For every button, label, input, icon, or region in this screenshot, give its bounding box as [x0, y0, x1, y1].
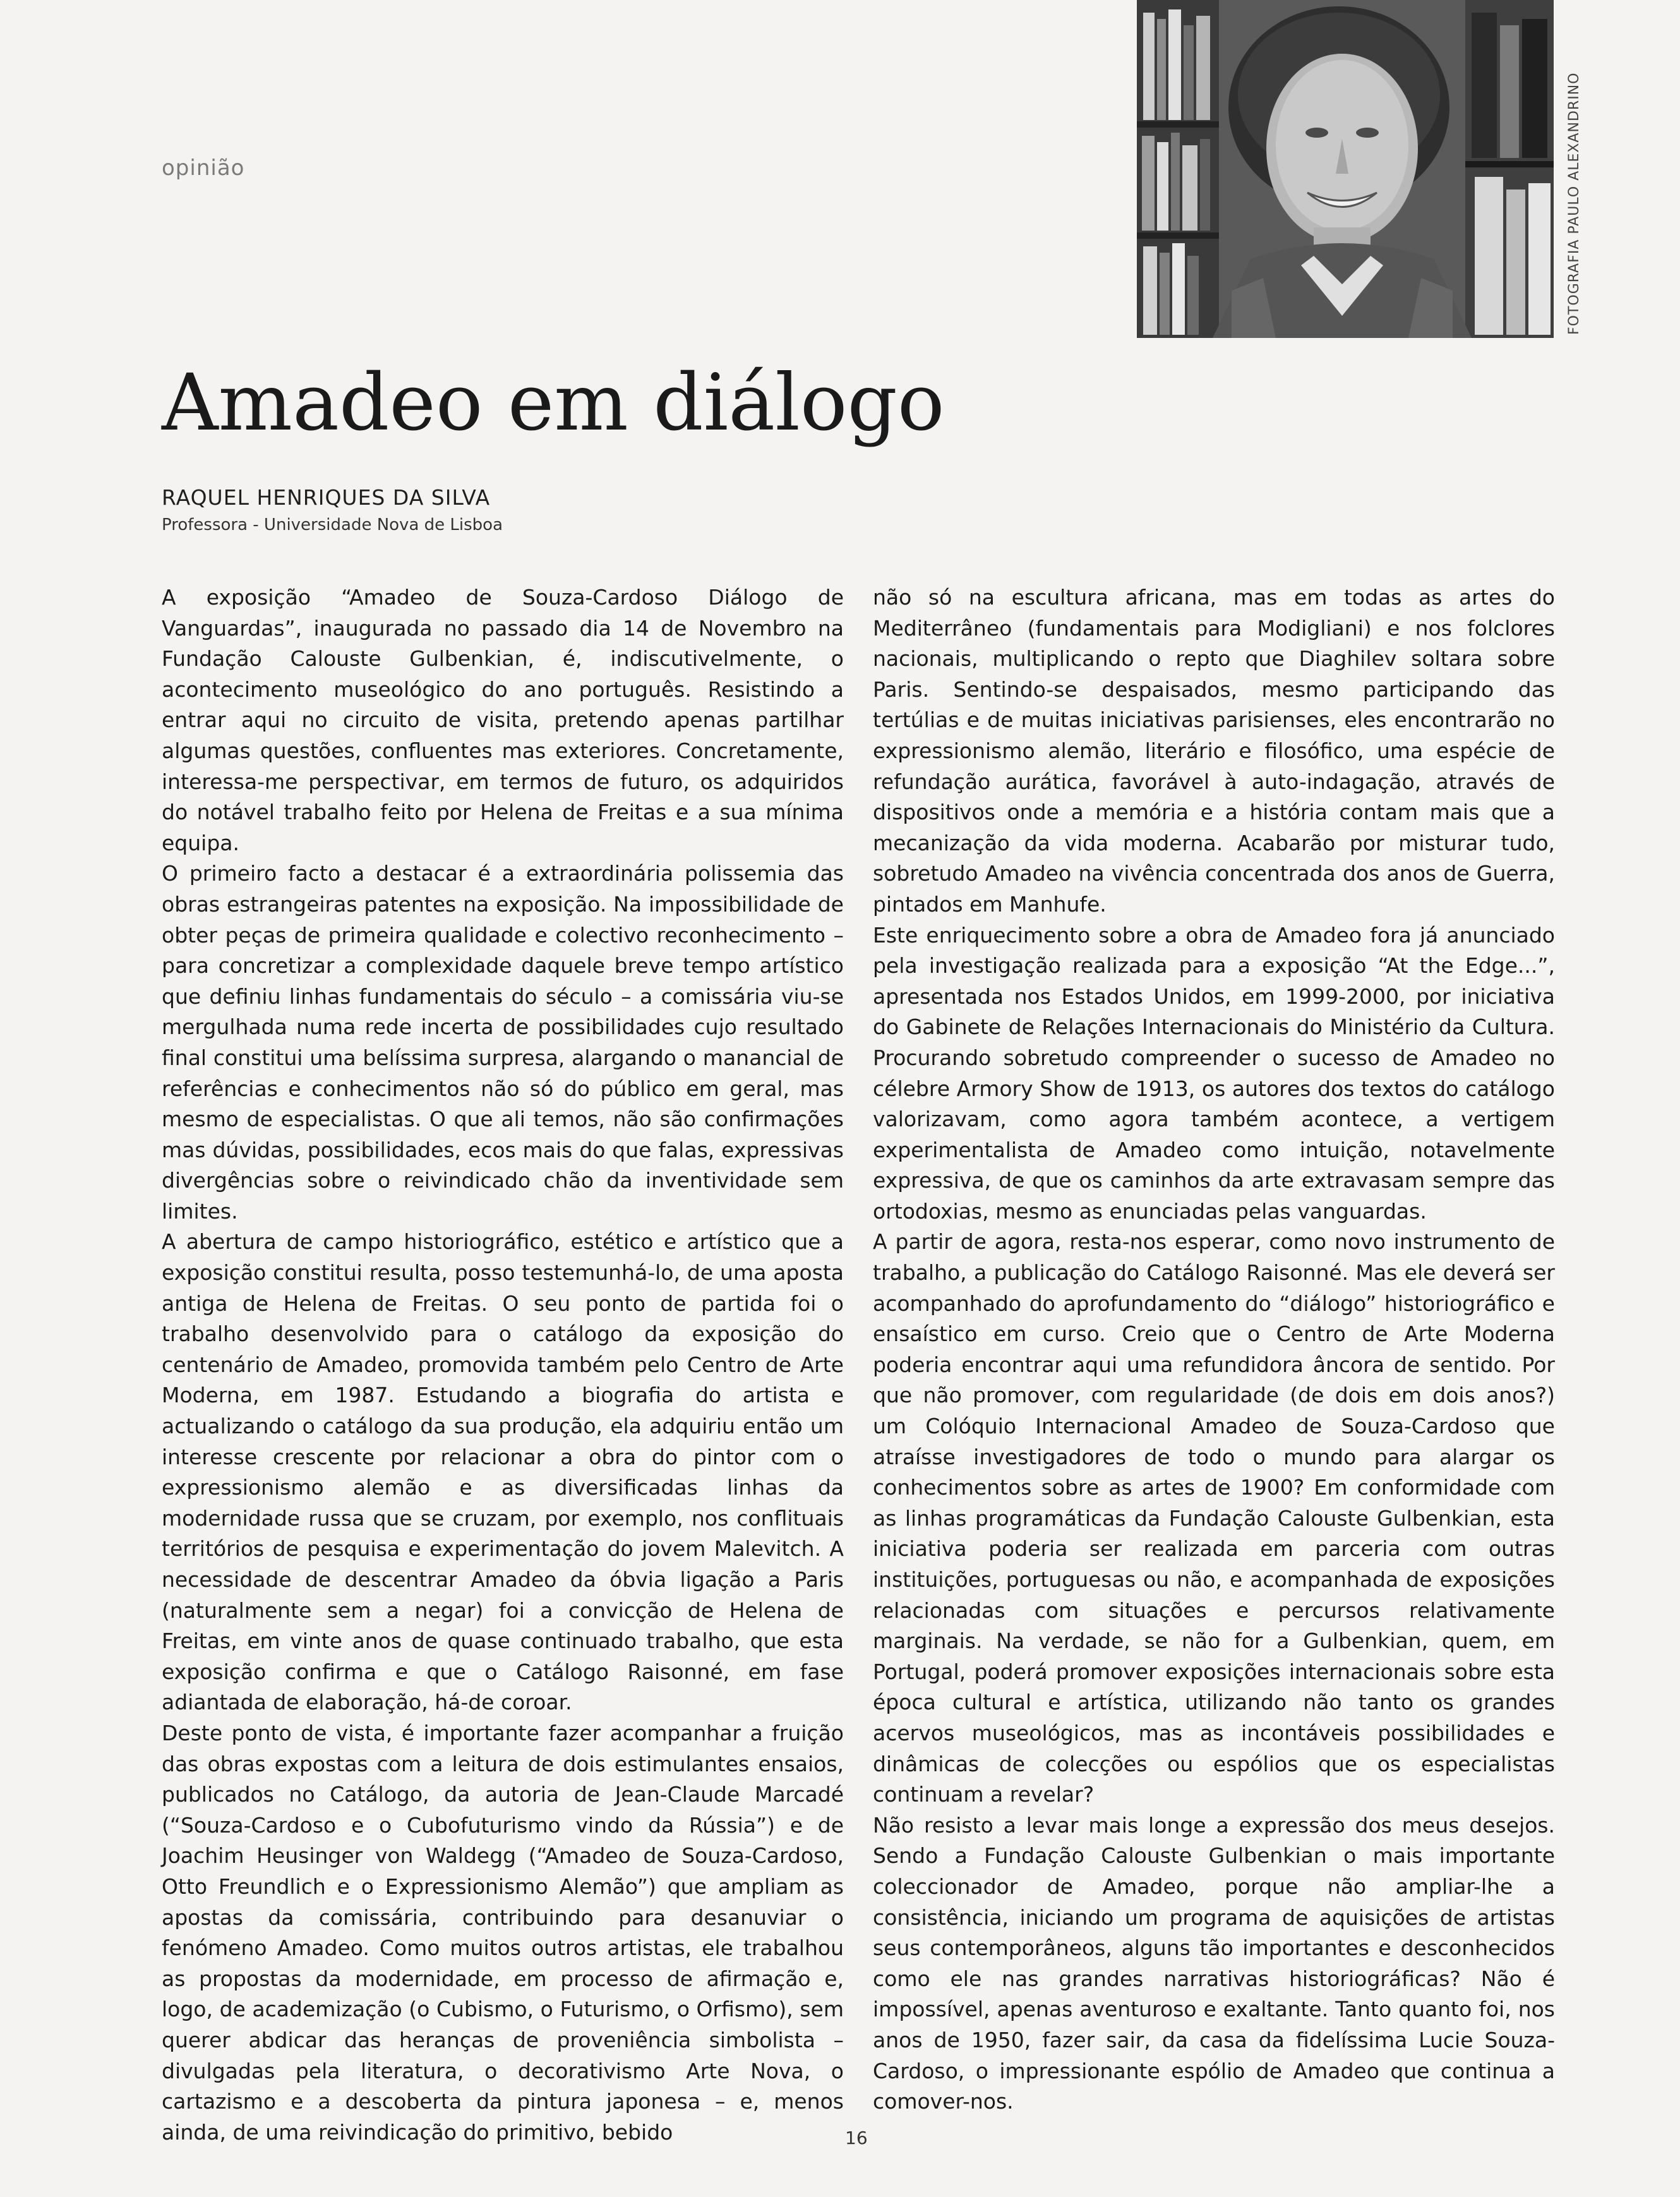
page-number: 16 [845, 2128, 868, 2148]
article-title: Amadeo em diálogo [162, 358, 945, 448]
paragraph: Deste ponto de vista, é importante fazer acompanhar a fruição das obras expostas com a leitura de dois estimulantes ensaios, publicados no Catálogo, da autoria de Jean-Claude Marcadé (“Souza-Cardoso e o Cubofuturismo vindo da Rússia”) e de Joachim Heusinger von Waldegg (“Amadeo de Souza-Cardoso, Otto Freundlich e o Expressionismo Alemão”) que ampliam as apostas da comissária, contribuindo para desanuviar o fenómeno Amadeo. Como muitos outros artistas, ele trabalhou as propostas da modernidade, em processo de afirmação e, logo, de academização (o Cubismo, o Futurismo, o Orfismo), sem querer abdicar das heranças de proveniência simbolista – divulgadas pela literatura, o decorativismo Arte Nova, o cartazismo e a descoberta da pintura japonesa – e, menos ainda, de uma reivindicação do primitivo, bebido [162, 1720, 844, 2145]
paragraph: não só na escultura africana, mas em todas as artes do Mediterrâneo (fundamentais para Modigliani) e nos folclores nacionais, multiplicando o repto que Diaghilev soltara sobre Paris. Sentindo-se despaisados, mesmo participando das tertúlias e de muitas iniciativas parisienses, eles encontrarão no expressionismo alemão, literário e filosófico, uma espécie de refundação aurática, favorável à auto-indagação, através de dispositivos onde a memória e a história contam mais que a mecanização da vida moderna. Acabarão por misturar tudo, sobretudo Amadeo na vivência concentrada dos anos de Guerra, pintados em Manhufe. [873, 585, 1555, 917]
paragraph: Este enriquecimento sobre a obra de Amadeo fora já anunciado pela investigação realizada para a exposição “At the Edge...”, apresentada nos Estados Unidos, em 1999-2000, por iniciativa do Gabinete de Relações Internacionais do Ministério da Cultura. Procurando sobretudo compreender o sucesso de Amadeo no célebre Armory Show de 1913, os autores dos textos do catálogo valorizavam, como agora também acontece, a vertigem experimentalista de Amadeo como intuição, notavelmente expressiva, de que os caminhos da arte extravasam sempre das ortodoxias, mesmo as enunciadas pelas vanguardas. [873, 922, 1555, 1224]
author-portrait-photo [1137, 0, 1554, 338]
paragraph: A abertura de campo historiográfico, estético e artístico que a exposição constitui resulta, posso testemunhá-lo, de uma aposta antiga de Helena de Freitas. O seu ponto de partida foi o trabalho desenvolvido para o catálogo da exposição do centenário de Amadeo, promovida também pelo Centro de Arte Moderna, em 1987. Estudando a biografia do artista e actualizando o catálogo da sua produção, ela adquiriu então um interesse crescente por relacionar a obra do pintor com o expressionismo alemão e as diversificadas linhas da modernidade russa que se cruzam, por exemplo, nos conflituais territórios de pesquisa e experimentação do jovem Malevitch. A necessidade de descentrar Amadeo da óbvia ligação a Paris (naturalmente sem a negar) foi a convicção de Helena de Freitas, em vinte anos de quase continuado trabalho, que esta exposição confirma e que o Catálogo Raisonné, em fase adiantada de elaboração, há-de coroar. [162, 1229, 844, 1715]
article-column-left [162, 582, 844, 2148]
paragraph: A partir de agora, resta-nos esperar, como novo instrumento de trabalho, a publicação do Catálogo Raisonné. Mas ele deverá ser acompanhado do aprofundamento do “diálogo” historiográfico e ensaístico em curso. Creio que o Centro de Arte Moderna poderia encontrar aqui uma refundidora âncora de sentido. Por que não promover, com regularidade (de dois em dois anos?) um Colóquio Internacional Amadeo de Souza-Cardoso que atraísse investigadores de todo o mundo para alargar os conhecimentos sobre as artes de 1900? Em conformidade com as linhas programáticas da Fundação Calouste Gulbenkian, esta iniciativa poderia ser realizada em parceria com outras instituições, portuguesas ou não, e acompanhada de exposições relacionadas com situações e percursos relativamente marginais. Na verdade, se não for a Gulbenkian, quem, em Portugal, poderá promover exposições internacionais sobre esta época cultural e artística, utilizando não tanto os grandes acervos museológicos, mas as incontáveis possibilidades e dinâmicas de colecções ou espólios que os especialistas continuam a revelar? [873, 1229, 1555, 1807]
section-label: opinião [162, 155, 245, 181]
article-column-right [873, 582, 1555, 2117]
photo-credit: FOTOGRAFIA PAULO ALEXANDRINO [1566, 72, 1582, 335]
paragraph: O primeiro facto a destacar é a extraordinária polissemia das obras estrangeiras patentes na exposição. Na impossibilidade de obter peças de primeira qualidade e colectivo reconhecimento – para concretizar a complexidade daquele breve tempo artístico que definiu linhas fundamentais do século – a comissária viu-se mergulhada numa rede incerta de possibilidades cujo resultado final constitui uma belíssima surpresa, alargando o manancial de referências e conhecimentos não só do público em geral, mas mesmo de especialistas. O que ali temos, não são confirmações mas dúvidas, possibilidades, ecos mais do que falas, expressivas divergências sobre o reivindicado chão da inventividade sem limites. [162, 861, 844, 1224]
portrait-image [1137, 0, 1554, 338]
paragraph: Não resisto a levar mais longe a expressão dos meus desejos. Sendo a Fundação Calouste Gulbenkian o mais importante coleccionador de Amadeo, porque não ampliar-lhe a consistência, iniciando um programa de aquisições de artistas seus contemporâneos, alguns tão importantes e desconhecidos como ele nas grandes narrativas historiográficas? Não é impossível, apenas aventuroso e exaltante. Tanto quanto foi, nos anos de 1950, fazer sair, da casa da fidelíssima Lucie Souza-Cardoso, o impressionante espólio de Amadeo que continua a comover-nos. [873, 1812, 1555, 2114]
paragraph: A exposição “Amadeo de Souza-Cardoso Diálogo de Vanguardas”, inaugurada no passado dia 14 de Novembro na Fundação Calouste Gulbenkian, é, indiscutivelmente, o acontecimento museológico do ano português. Resistindo a entrar aqui no circuito de visita, pretendo apenas partilhar algumas questões, confluentes mas exteriores. Concretamente, interessa-me perspectivar, em termos de futuro, os adquiridos do notável trabalho feito por Helena de Freitas e a sua mínima equipa. [162, 585, 844, 855]
author-name: RAQUEL HENRIQUES DA SILVA [162, 485, 491, 510]
author-affiliation: Professora - Universidade Nova de Lisboa [162, 515, 503, 534]
